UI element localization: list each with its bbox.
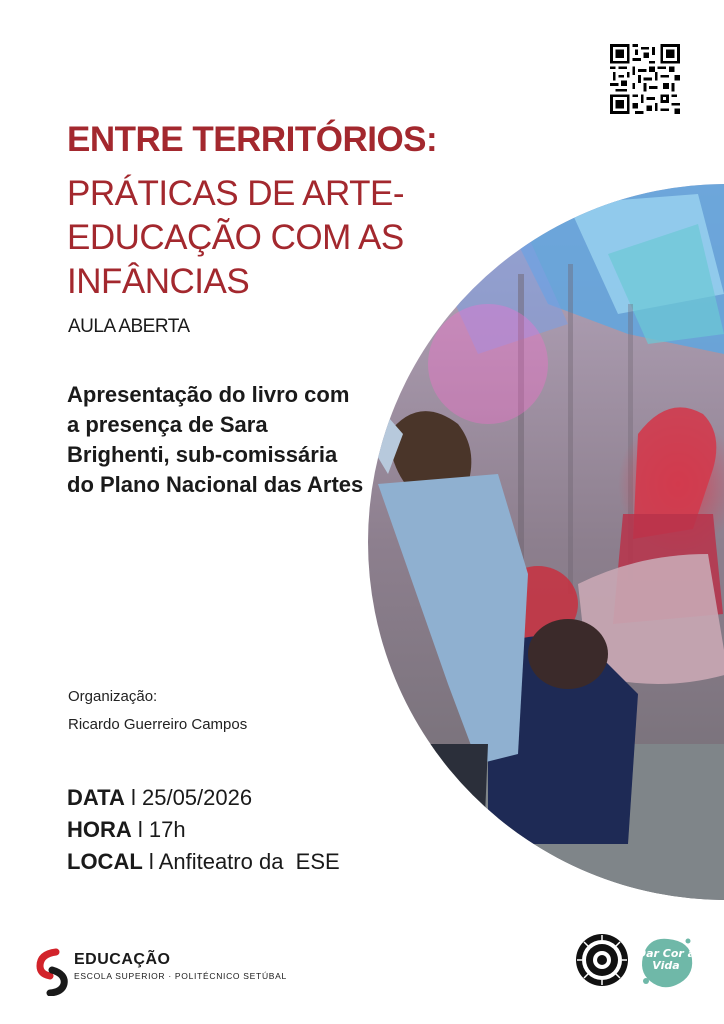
separator: l xyxy=(130,785,136,810)
date-row xyxy=(67,785,252,811)
location-row xyxy=(67,849,340,875)
institution-name: EDUCAÇÃO xyxy=(74,951,171,968)
event-title-sub: PRÁTICAS DE ARTE-EDUCAÇÃO COM AS INFÂNCIAS xyxy=(67,174,405,301)
event-description: Apresentação do livro com a presença de Sara Brighenti, sub-comissária do Plano Nacional das Artes xyxy=(67,382,364,497)
location-label: LOCAL xyxy=(67,849,143,874)
separator: l xyxy=(148,849,154,874)
time-row xyxy=(67,817,186,843)
date-value: 25/05/2026 xyxy=(141,785,253,810)
date-label: DATA xyxy=(67,785,125,810)
separator: l xyxy=(137,817,143,842)
time-label: HORA xyxy=(67,817,132,842)
time-value: 17h xyxy=(148,817,186,842)
organization-label: Organização: xyxy=(68,688,158,705)
event-type: AULA ABERTA xyxy=(68,316,190,337)
partner-logo-text: Dar Cor à Vida xyxy=(636,947,696,972)
ese-logo-icon xyxy=(34,948,74,996)
qr-code-icon xyxy=(610,44,680,114)
circular-seal-logo-icon xyxy=(575,933,629,987)
event-title-main: ENTRE TERRITÓRIOS: xyxy=(67,120,438,159)
organizer-name: Ricardo Guerreiro Campos xyxy=(68,716,248,733)
institution-subtitle: ESCOLA SUPERIOR · POLITÉCNICO SETÚBAL xyxy=(74,971,287,981)
location-value: Anfiteatro da ESE xyxy=(158,849,340,874)
